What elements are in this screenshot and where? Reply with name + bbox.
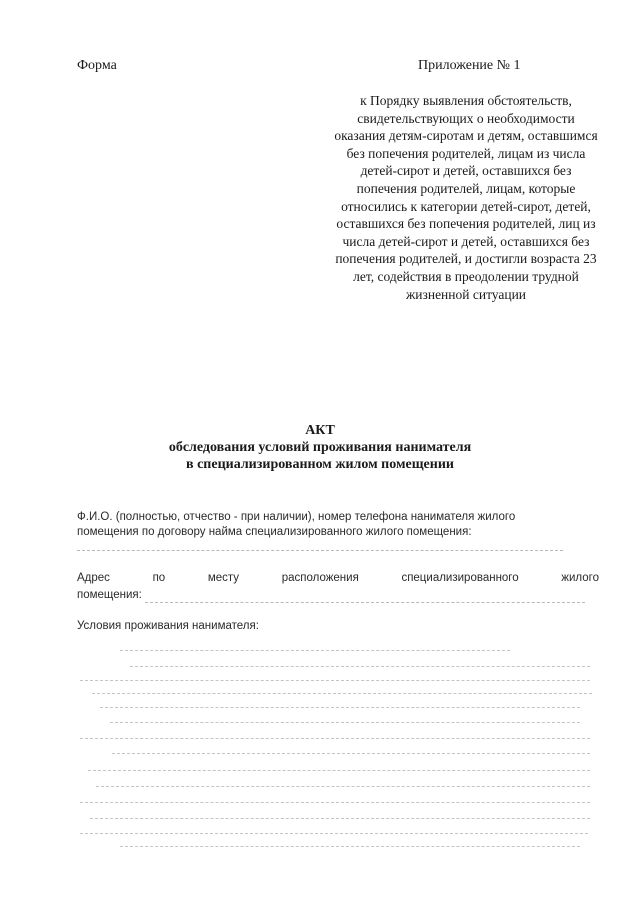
conditions-blank-line — [120, 846, 580, 847]
conditions-blank-line — [80, 802, 590, 803]
address-field-label-end: помещения: — [77, 589, 142, 601]
address-word: жилого — [561, 572, 599, 584]
conditions-blank-line — [110, 722, 580, 723]
conditions-blank-line — [80, 833, 588, 834]
conditions-blank-line — [80, 738, 590, 739]
conditions-blank-line — [120, 650, 510, 651]
fio-field-label: Ф.И.О. (полностью, отчество - при наличии), номер телефона нанимателя жилого помещения по договору найма специализированного жилого помещения: — [77, 511, 516, 538]
address-word: Адрес — [77, 572, 110, 584]
conditions-blank-line — [96, 786, 590, 787]
address-blank-line — [145, 602, 585, 603]
title-line-survey: обследования условий проживания нанимателя — [168, 440, 472, 455]
address-word: месту — [207, 572, 240, 584]
address-word: по — [152, 572, 166, 584]
conditions-blank-line — [130, 666, 590, 667]
conditions-blank-line — [92, 693, 592, 694]
title-line-premises: в специализированном жилом помещении — [186, 457, 454, 472]
appendix-text: к Порядку выявления обстоятельств, свидетельствующих о необходимости оказания детям-сиротам и детям, оставшимся без попечения родителей, лицам из числа детей-сирот и детей, оставшихся без попечения родителей, лицам, которые относились к категории детей-сирот, детей, оставшихся без попечения родителей, лиц из числа детей-сирот и детей, оставшихся без попечения родителей, и достигли возраста 23 лет, содействия в преодолении трудной жизненной ситуации — [334, 93, 598, 302]
conditions-field-label: Условия проживания нанимателя: — [77, 620, 259, 632]
appendix-label: Приложение № 1 — [418, 58, 521, 73]
address-word: специализированного — [401, 572, 519, 584]
fio-blank-line — [77, 550, 563, 551]
form-label: Форма — [77, 58, 117, 73]
address-field-label — [77, 572, 599, 584]
conditions-blank-line — [90, 818, 590, 819]
address-word: расположения — [281, 572, 359, 584]
conditions-blank-line — [88, 770, 590, 771]
conditions-blank-line — [80, 680, 590, 681]
conditions-blank-line — [112, 753, 590, 754]
conditions-blank-line — [100, 707, 580, 708]
title-line-act: АКТ — [305, 423, 335, 438]
document-title — [60, 422, 580, 473]
